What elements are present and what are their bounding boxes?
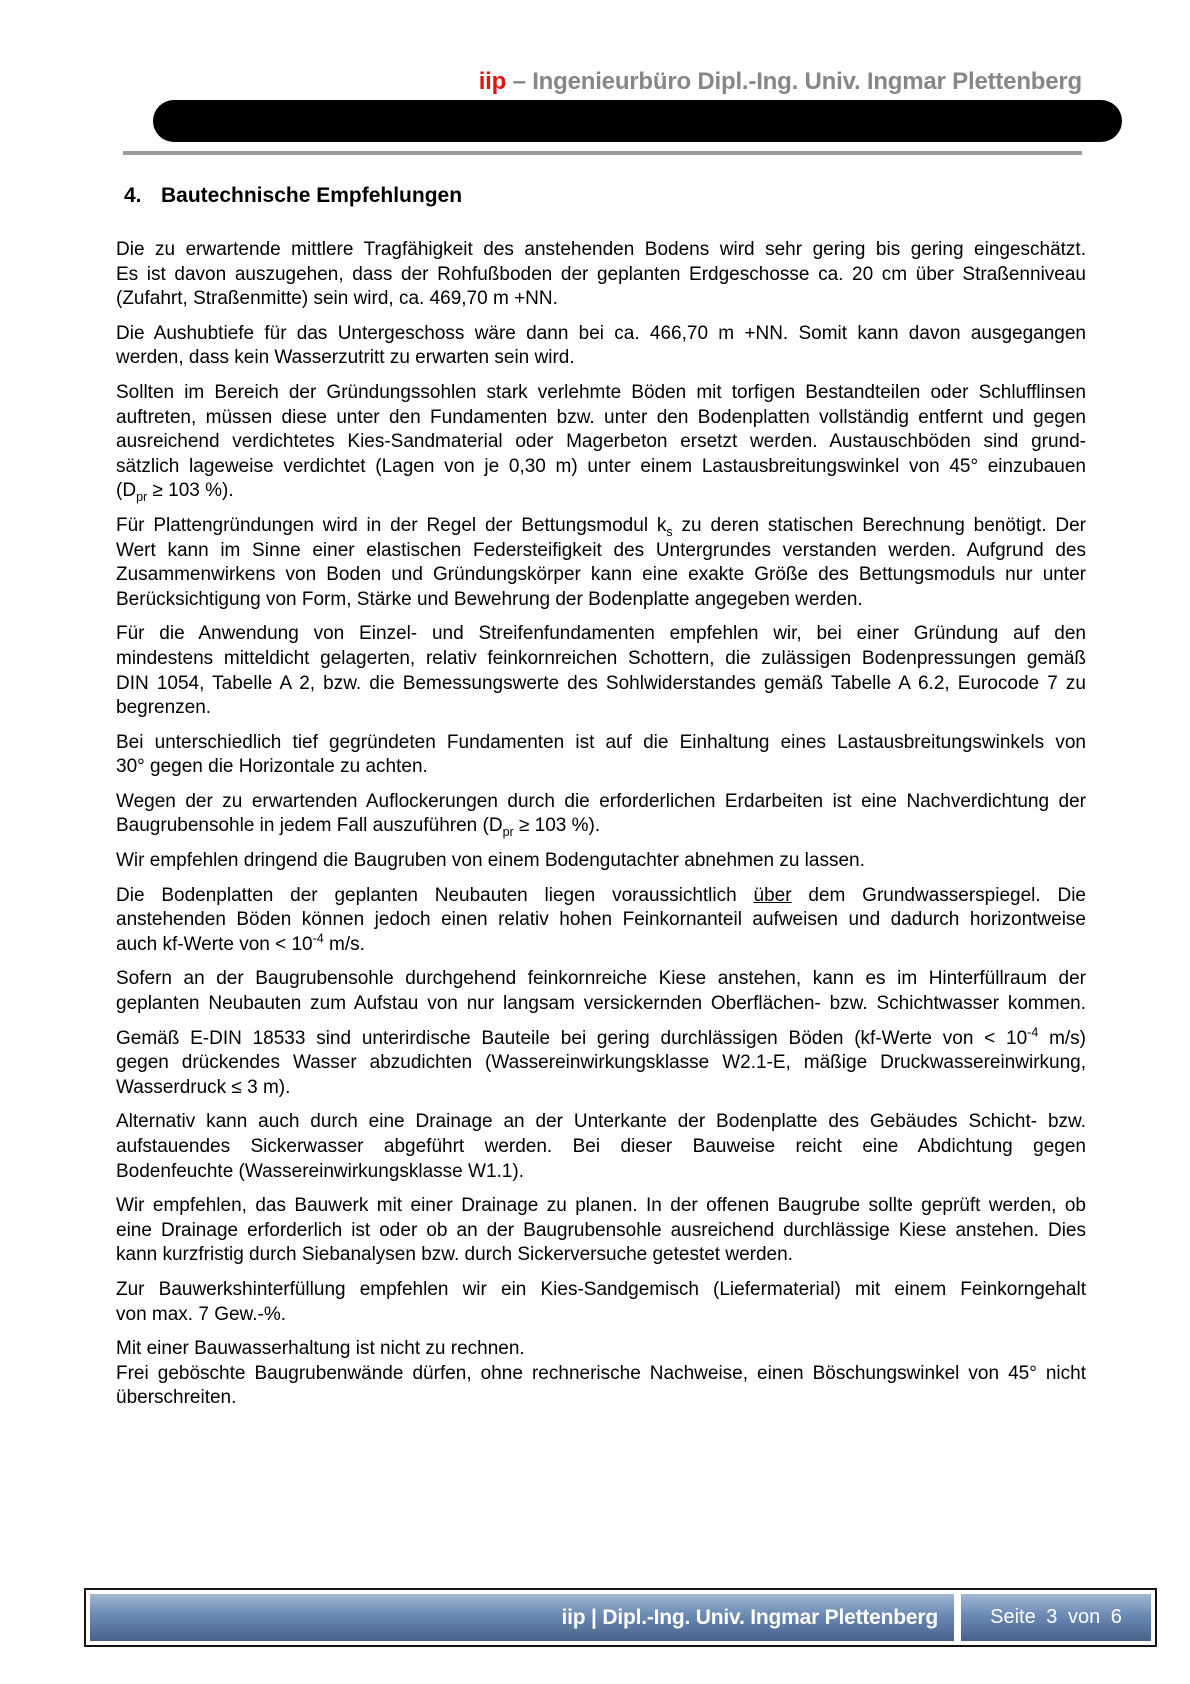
text-segment: Alternativ kann auch durch eine Drainage an der Unterkante der Bodenplatte des Gebäudes Schicht- bzw. <box>116 1111 1086 1133</box>
text-segment: mindestens mitteldicht gelagerten, relativ feinkornreichen Schottern, die zulässigen Bodenpressungen gemäß <box>116 647 1086 669</box>
text-line <box>116 967 1086 992</box>
footer-brand: iip | Dipl.-Ing. Univ. Ingmar Plettenberg <box>90 1594 954 1641</box>
text-line <box>116 672 1086 697</box>
text-line <box>116 1135 1086 1160</box>
text-segment: Die Bodenplatten der geplanten Neubauten liegen voraussichtlich <box>116 884 754 906</box>
text-line <box>116 814 1086 839</box>
section-title: Bautechnische Empfehlungen <box>161 184 463 207</box>
text-segment: ≥ 103 %). <box>513 815 601 837</box>
text-line <box>116 1386 1086 1411</box>
text-line <box>116 1303 1086 1328</box>
text-segment: m/s. <box>323 933 365 955</box>
page-footer <box>84 1588 1157 1647</box>
text-line <box>116 455 1086 480</box>
text-line <box>116 849 1086 874</box>
text-line <box>116 322 1086 347</box>
text-segment: Die Aushubtiefe für das Untergeschoss wäre dann bei ca. 466,70 m +NN. Somit kann davon ausgegangen <box>116 322 1086 344</box>
text-line <box>116 1051 1086 1076</box>
text-segment: ≥ 103 %). <box>147 480 234 502</box>
text-segment: überschreiten. <box>116 1387 237 1409</box>
paragraph <box>116 514 1086 612</box>
header-brand-line <box>0 68 1082 96</box>
text-segment: aufstauendes Sickerwasser abgeführt werden. Bei dieser Bauweise reicht eine Abdichtung gegen <box>116 1136 1086 1157</box>
text-segment: Wasserdruck ≤ 3 m). <box>116 1076 291 1098</box>
text-segment: auftreten, müssen diese unter den Fundamenten bzw. unter den Bodenplatten vollständig entfernt und gegen <box>116 406 1086 428</box>
text-line <box>116 908 1086 933</box>
text-segment: auch kf-Werte von < 10 <box>116 933 313 955</box>
text-segment: zu deren statischen Berechnung benötigt. Der <box>672 514 1087 536</box>
text-segment: begrenzen. <box>116 697 212 719</box>
text-line <box>116 1243 1086 1268</box>
text-line <box>116 479 1086 504</box>
paragraph <box>116 1337 1086 1411</box>
text-segment: Zusammenwirkens von Boden und Gründungskörper kann eine exakte Größe des Bettungsmoduls nur unter <box>116 564 1086 586</box>
header-rule <box>123 151 1082 155</box>
text-segment: Es ist davon auszugehen, dass der Rohfußboden der geplanten Erdgeschosse ca. 20 cm über Straßenniveau <box>116 263 1086 285</box>
text-segment: Baugrubensohle in jedem Fall auszuführen (D <box>116 815 503 837</box>
text-segment: 30° gegen die Horizontale zu achten. <box>116 756 428 778</box>
text-segment: (Zufahrt, Straßenmitte) sein wird, ca. 469,70 m +NN. <box>116 288 558 310</box>
text-segment: Sofern an der Baugrubensohle durchgehend feinkornreiche Kiese anstehen, kann es im Hinterfüllraum der <box>116 968 1086 990</box>
paragraph <box>116 1278 1086 1327</box>
text-segment: Für die Anwendung von Einzel- und Streifenfundamenten empfehlen wir, bei einer Gründung auf den <box>116 623 1086 645</box>
text-segment: Wegen der zu erwartenden Auflockerungen durch die erforderlichen Erdarbeiten ist eine Nachverdichtung der <box>116 790 1086 812</box>
text-line <box>116 588 1086 613</box>
text-segment: eine Drainage erforderlich ist oder ob an der Baugrubensohle ausreichend durchlässige Kiese anstehen. Dies <box>116 1219 1086 1241</box>
text-segment: Gemäß E-DIN 18533 sind unterirdische Bauteile bei gering durchlässigen Böden (kf-Werte von < 10 <box>116 1027 1028 1049</box>
text-segment: -4 <box>312 931 324 946</box>
text-segment: -4 <box>1027 1025 1039 1040</box>
text-line <box>116 514 1086 539</box>
text-segment: pr <box>502 825 514 840</box>
paragraph <box>116 967 1086 1016</box>
text-line <box>116 790 1086 815</box>
text-line <box>116 406 1086 431</box>
text-segment: kann kurzfristig durch Siebanalysen bzw. durch Sickerversuche getestet werden. <box>116 1244 793 1266</box>
text-line <box>116 1027 1086 1052</box>
text-segment: von max. 7 Gew.-%. <box>116 1303 287 1325</box>
text-segment: Bodenfeuchte (Wassereinwirkungsklasse W1.1). <box>116 1160 524 1182</box>
footer-divider <box>954 1594 961 1641</box>
text-segment: geplanten Neubauten zum Aufstau von nur langsam versickernden Oberflächen- bzw. Schichtwasser kommen. <box>116 993 1086 1015</box>
paragraph <box>116 1110 1086 1184</box>
paragraph <box>116 1027 1086 1101</box>
text-line <box>116 647 1086 672</box>
text-line <box>116 539 1086 564</box>
body-paragraphs <box>116 238 1086 1421</box>
brand-logo-text: iip <box>478 68 507 95</box>
text-segment: pr <box>136 490 148 505</box>
redacted-bar <box>153 100 1122 142</box>
paragraph <box>116 238 1086 312</box>
text-line <box>116 1362 1086 1387</box>
text-segment: Wert kann im Sinne einer elastischen Federsteifigkeit des Untergrundes verstanden werden. Aufgrund des <box>116 539 1086 561</box>
text-line <box>116 381 1086 406</box>
text-segment: ausreichend verdichtetes Kies-Sandmaterial oder Magerbeton ersetzt werden. Austauschböden sind grund- <box>116 431 1086 453</box>
text-segment: Berücksichtigung von Form, Stärke und Bewehrung der Bodenplatte angegeben werden. <box>116 588 863 610</box>
text-line <box>116 933 1086 958</box>
text-segment: gegen drückendes Wasser abzudichten (Wassereinwirkungsklasse W2.1-E, mäßige Druckwassereinwirkung, <box>116 1052 1086 1074</box>
text-segment: über <box>753 884 792 906</box>
text-segment: Für Plattengründungen wird in der Regel der Bettungsmodul k <box>116 514 667 536</box>
text-line <box>116 884 1086 909</box>
text-line <box>116 731 1086 756</box>
section-number: 4. <box>124 184 142 207</box>
text-segment: dem Grundwasserspiegel. Die <box>791 884 1086 906</box>
text-segment: Die zu erwartende mittlere Tragfähigkeit des anstehenden Bodens wird sehr gering bis gering eingeschätzt. <box>116 239 1086 260</box>
text-line <box>116 622 1086 647</box>
paragraph <box>116 731 1086 780</box>
paragraph <box>116 790 1086 839</box>
text-segment: Sollten im Bereich der Gründungssohlen stark verlehmte Böden mit torfigen Bestandteilen oder Schlufflinsen <box>116 381 1086 403</box>
text-segment: anstehenden Böden können jedoch einen relativ hohen Feinkornanteil aufweisen und dadurch horizontweise <box>116 909 1086 931</box>
paragraph <box>116 322 1086 371</box>
footer-page-number: Seite 3 von 6 <box>961 1594 1151 1641</box>
text-line <box>116 1194 1086 1219</box>
text-segment: Wir empfehlen, das Bauwerk mit einer Drainage zu planen. In der offenen Baugrube sollte geprüft werden, ob <box>116 1195 1086 1217</box>
paragraph <box>116 884 1086 958</box>
text-line <box>116 1337 1086 1362</box>
paragraph <box>116 849 1086 874</box>
text-line <box>116 992 1086 1017</box>
text-segment: Mit einer Bauwasserhaltung ist nicht zu rechnen. <box>116 1338 525 1360</box>
text-line <box>116 755 1086 780</box>
text-line <box>116 346 1086 371</box>
text-segment: werden, dass kein Wasserzutritt zu erwarten sein wird. <box>116 347 575 369</box>
paragraph <box>116 1194 1086 1268</box>
text-line <box>116 1110 1086 1135</box>
text-line <box>116 696 1086 721</box>
section-heading <box>124 184 462 208</box>
text-segment: Frei geböschte Baugrubenwände dürfen, ohne rechnerische Nachweise, einen Böschungswinkel von 45° nicht <box>116 1362 1086 1384</box>
text-segment: DIN 1054, Tabelle A 2, bzw. die Bemessungswerte des Sohlwiderstandes gemäß Tabelle A 6.2, Eurocode 7 zu <box>116 672 1086 694</box>
text-line <box>116 263 1086 288</box>
text-segment: Bei unterschiedlich tief gegründeten Fundamenten ist auf die Einhaltung eines Lastausbreitungswinkels von <box>116 731 1086 753</box>
text-line <box>116 1278 1086 1303</box>
text-segment: Zur Bauwerkshinterfüllung empfehlen wir ein Kies-Sandgemisch (Liefermaterial) mit einem Feinkorngehalt <box>116 1278 1086 1300</box>
text-segment: m/s) <box>1038 1027 1086 1049</box>
text-line <box>116 1076 1086 1101</box>
text-line <box>116 238 1086 263</box>
footer-row <box>90 1594 1151 1641</box>
text-segment: Wir empfehlen dringend die Baugruben von einem Bodengutachter abnehmen zu lassen. <box>116 850 865 872</box>
paragraph <box>116 381 1086 504</box>
paragraph <box>116 622 1086 720</box>
text-line <box>116 563 1086 588</box>
text-line <box>116 1219 1086 1244</box>
text-line <box>116 287 1086 312</box>
text-segment: (D <box>116 480 137 502</box>
text-line <box>116 1160 1086 1185</box>
text-line <box>116 430 1086 455</box>
text-segment: s <box>666 524 673 539</box>
brand-company-name: – Ingenieurbüro Dipl.-Ing. Univ. Ingmar Plettenberg <box>506 68 1082 95</box>
text-segment: sätzlich lageweise verdichtet (Lagen von je 0,30 m) unter einem Lastausbreitungswinkel von 45° einzubauen <box>116 455 1086 477</box>
